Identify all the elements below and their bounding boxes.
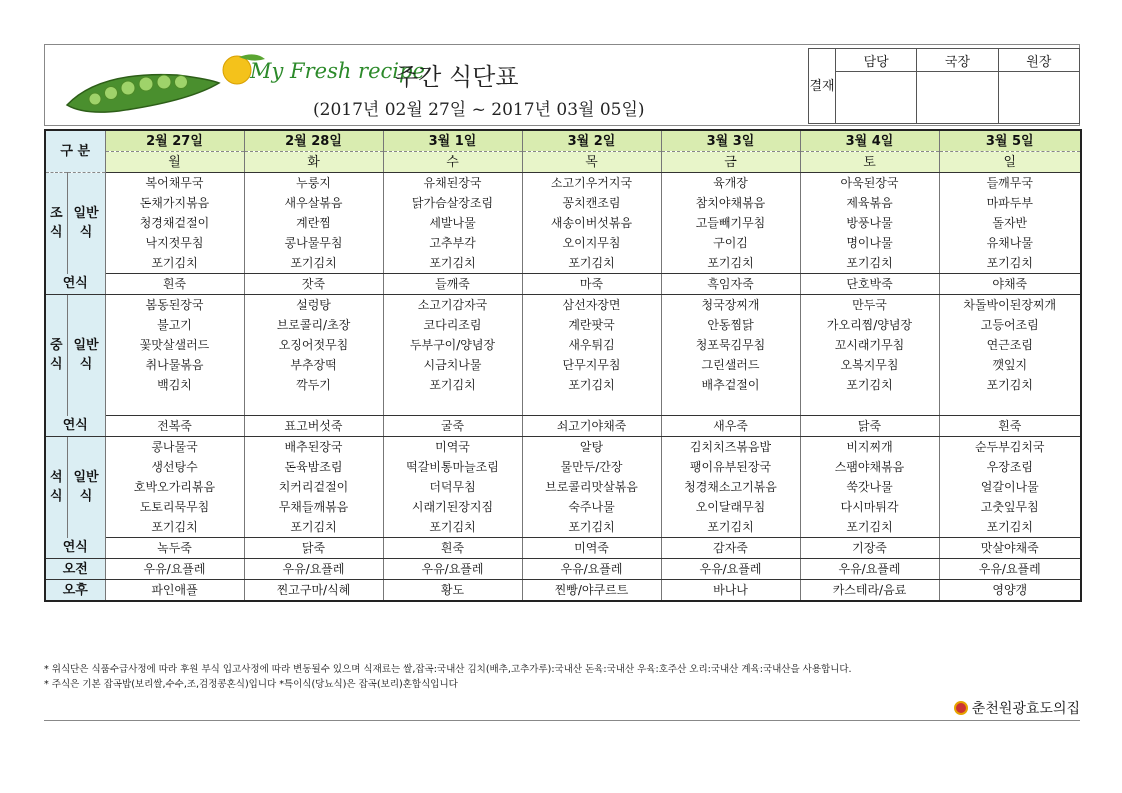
dinner-sub-label: 일반식 <box>67 437 105 538</box>
lunch-section-label: 중식 <box>45 295 67 416</box>
pm-snack-item: 영양갱 <box>939 580 1081 602</box>
date-row <box>45 130 1081 152</box>
menu-item: 고춧잎무침 <box>939 497 1081 517</box>
menu-item: 포기김치 <box>661 253 800 274</box>
menu-item: 누룽지 <box>244 173 383 194</box>
date-cell: 3월 1일 <box>383 130 522 152</box>
menu-item: 포기김치 <box>383 375 522 395</box>
lunch-sub-label: 일반식 <box>67 295 105 416</box>
menu-item: 새송이버섯볶음 <box>522 213 661 233</box>
menu-item: 스팸야채볶음 <box>800 457 939 477</box>
organization <box>954 698 1080 718</box>
menu-item <box>939 395 1081 416</box>
menu-item: 새우살볶음 <box>244 193 383 213</box>
am-snack-item: 우유/요플레 <box>383 559 522 580</box>
approval-box <box>808 48 1080 124</box>
am-snack-item: 우유/요플레 <box>800 559 939 580</box>
lunch-porridge-label: 연식 <box>45 416 105 437</box>
menu-item <box>105 395 244 416</box>
day-cell: 목 <box>522 152 661 173</box>
menu-item: 청포묵김무침 <box>661 335 800 355</box>
dinner-item-row <box>45 477 1081 497</box>
approval-label: 결재 <box>809 49 836 124</box>
menu-item: 포기김치 <box>105 253 244 274</box>
porridge-item: 들깨죽 <box>383 274 522 295</box>
menu-item: 두부구이/양념장 <box>383 335 522 355</box>
menu-sheet <box>44 44 1080 720</box>
breakfast-item-row <box>45 253 1081 274</box>
lunch-item-row <box>45 355 1081 375</box>
menu-item: 포기김치 <box>939 517 1081 538</box>
menu-item: 삼선자장면 <box>522 295 661 316</box>
menu-item: 쑥갓나물 <box>800 477 939 497</box>
am-snack-label: 오전 <box>45 559 105 580</box>
porridge-item: 전복죽 <box>105 416 244 437</box>
porridge-item: 새우죽 <box>661 416 800 437</box>
menu-item: 포기김치 <box>661 517 800 538</box>
menu-item: 깻잎지 <box>939 355 1081 375</box>
gubun-label: 구 분 <box>45 130 105 173</box>
menu-item: 연근조림 <box>939 335 1081 355</box>
lunch-item-row <box>45 295 1081 316</box>
menu-item: 청경채겉절이 <box>105 213 244 233</box>
pm-snack-label: 오후 <box>45 580 105 602</box>
dinner-porridge-row <box>45 538 1081 559</box>
breakfast-item-row <box>45 213 1081 233</box>
menu-item: 복어채무국 <box>105 173 244 194</box>
am-snack-row <box>45 559 1081 580</box>
menu-item: 시금치나물 <box>383 355 522 375</box>
porridge-item: 닭죽 <box>800 416 939 437</box>
menu-item: 도토리묵무침 <box>105 497 244 517</box>
porridge-item: 녹두죽 <box>105 538 244 559</box>
menu-item: 만두국 <box>800 295 939 316</box>
menu-item: 배추겉절이 <box>661 375 800 395</box>
menu-item: 물만두/간장 <box>522 457 661 477</box>
porridge-item: 마죽 <box>522 274 661 295</box>
menu-item: 꽃맛살샐러드 <box>105 335 244 355</box>
menu-item: 다시마튀각 <box>800 497 939 517</box>
note-line: * 주식은 기본 잡곡밥(보리쌀,수수,조,검정콩혼식)입니다 *특이식(당뇨식)은 잡곡(보리)혼합식입니다 <box>44 679 458 690</box>
porridge-item: 단호박죽 <box>800 274 939 295</box>
approval-role-head: 원장 <box>998 49 1079 72</box>
menu-item: 육개장 <box>661 173 800 194</box>
pm-snack-item: 찐고구마/식혜 <box>244 580 383 602</box>
pm-snack-item: 황도 <box>383 580 522 602</box>
lunch-item-row <box>45 375 1081 395</box>
pm-snack-item: 바나나 <box>661 580 800 602</box>
am-snack-item: 우유/요플레 <box>661 559 800 580</box>
menu-item: 설렁탕 <box>244 295 383 316</box>
menu-item: 새우튀김 <box>522 335 661 355</box>
porridge-item: 감자죽 <box>661 538 800 559</box>
menu-item: 팽이유부된장국 <box>661 457 800 477</box>
menu-item: 비지찌개 <box>800 437 939 458</box>
dinner-section-label: 석식 <box>45 437 67 538</box>
menu-item: 배추된장국 <box>244 437 383 458</box>
menu-item: 포기김치 <box>522 517 661 538</box>
dinner-item-row <box>45 517 1081 538</box>
menu-item: 돈채가지볶음 <box>105 193 244 213</box>
porridge-item: 흰죽 <box>939 416 1081 437</box>
porridge-item: 흰죽 <box>383 538 522 559</box>
menu-item: 단무지무침 <box>522 355 661 375</box>
weekly-menu-table <box>44 129 1082 602</box>
porridge-item: 표고버섯죽 <box>244 416 383 437</box>
porridge-item: 닭죽 <box>244 538 383 559</box>
am-snack-item: 우유/요플레 <box>939 559 1081 580</box>
menu-item: 포기김치 <box>522 253 661 274</box>
menu-item <box>522 395 661 416</box>
approval-sign-staff[interactable] <box>836 72 917 124</box>
menu-item: 김치치즈볶음밥 <box>661 437 800 458</box>
menu-item: 불고기 <box>105 315 244 335</box>
menu-item: 소고기감자국 <box>383 295 522 316</box>
dinner-item-row <box>45 457 1081 477</box>
menu-item: 오이달래무침 <box>661 497 800 517</box>
page-title: 주간 식단표 <box>395 63 519 91</box>
menu-item: 포기김치 <box>105 517 244 538</box>
menu-item: 계란팟국 <box>522 315 661 335</box>
lunch-item-row <box>45 395 1081 416</box>
menu-item: 돈육밤조림 <box>244 457 383 477</box>
menu-item: 알탕 <box>522 437 661 458</box>
day-row <box>45 152 1081 173</box>
lunch-porridge-row <box>45 416 1081 437</box>
menu-item: 꼬시래기무침 <box>800 335 939 355</box>
menu-item: 닭가슴살장조림 <box>383 193 522 213</box>
menu-item: 포기김치 <box>939 375 1081 395</box>
lunch-item-row <box>45 315 1081 335</box>
menu-item: 들깨무국 <box>939 173 1081 194</box>
menu-item: 유채나물 <box>939 233 1081 253</box>
menu-item: 포기김치 <box>244 253 383 274</box>
menu-item: 포기김치 <box>800 253 939 274</box>
date-cell: 3월 3일 <box>661 130 800 152</box>
breakfast-sub-label: 일반식 <box>67 173 105 274</box>
porridge-item: 쇠고기야채죽 <box>522 416 661 437</box>
menu-item: 깍두기 <box>244 375 383 395</box>
date-cell: 2월 28일 <box>244 130 383 152</box>
day-cell: 화 <box>244 152 383 173</box>
menu-item <box>661 395 800 416</box>
menu-item: 치커리겉절이 <box>244 477 383 497</box>
menu-item: 백김치 <box>105 375 244 395</box>
menu-item: 마파두부 <box>939 193 1081 213</box>
menu-item: 포기김치 <box>939 253 1081 274</box>
menu-item: 봄동된장국 <box>105 295 244 316</box>
menu-item: 세발나물 <box>383 213 522 233</box>
breakfast-item-row <box>45 173 1081 194</box>
menu-item: 소고기우거지국 <box>522 173 661 194</box>
menu-item: 오징어젓무침 <box>244 335 383 355</box>
menu-item: 고추부각 <box>383 233 522 253</box>
pm-snack-row <box>45 580 1081 602</box>
menu-item: 가오리찜/양념장 <box>800 315 939 335</box>
porridge-item: 미역죽 <box>522 538 661 559</box>
menu-item: 포기김치 <box>800 517 939 538</box>
menu-item: 구이김 <box>661 233 800 253</box>
menu-item: 참치야채볶음 <box>661 193 800 213</box>
menu-item: 우장조림 <box>939 457 1081 477</box>
menu-item: 꽁치캔조림 <box>522 193 661 213</box>
day-cell: 수 <box>383 152 522 173</box>
menu-item: 그린샐러드 <box>661 355 800 375</box>
porridge-item: 잣죽 <box>244 274 383 295</box>
menu-item: 콩나물무침 <box>244 233 383 253</box>
menu-item: 청경채소고기볶음 <box>661 477 800 497</box>
menu-item: 오복지무침 <box>800 355 939 375</box>
date-cell: 3월 2일 <box>522 130 661 152</box>
menu-item: 포기김치 <box>522 375 661 395</box>
porridge-item: 야채죽 <box>939 274 1081 295</box>
menu-item: 명이나물 <box>800 233 939 253</box>
menu-item: 오이지무침 <box>522 233 661 253</box>
approval-sign-head[interactable] <box>998 72 1079 124</box>
porridge-item: 흑임자죽 <box>661 274 800 295</box>
menu-item: 아욱된장국 <box>800 173 939 194</box>
menu-item: 고등어조림 <box>939 315 1081 335</box>
approval-role-director: 국장 <box>917 49 998 72</box>
dinner-item-row <box>45 497 1081 517</box>
menu-item: 방풍나물 <box>800 213 939 233</box>
porridge-item: 굴죽 <box>383 416 522 437</box>
menu-item: 안동찜닭 <box>661 315 800 335</box>
menu-item: 브로콜리/초장 <box>244 315 383 335</box>
organization-emblem-icon <box>954 701 968 715</box>
menu-item: 순두부김치국 <box>939 437 1081 458</box>
pm-snack-item: 카스테라/음료 <box>800 580 939 602</box>
porridge-item: 흰죽 <box>105 274 244 295</box>
menu-item: 포기김치 <box>383 517 522 538</box>
approval-role-staff: 담당 <box>836 49 917 72</box>
menu-item <box>244 395 383 416</box>
menu-item: 포기김치 <box>800 375 939 395</box>
breakfast-item-row <box>45 193 1081 213</box>
menu-item: 코다리조림 <box>383 315 522 335</box>
menu-item: 무채들깨볶음 <box>244 497 383 517</box>
menu-period: (2017년 02월 27일 ~ 2017년 03월 05일) <box>313 100 645 120</box>
divider <box>44 720 1080 721</box>
day-cell: 월 <box>105 152 244 173</box>
day-cell: 토 <box>800 152 939 173</box>
breakfast-item-row <box>45 233 1081 253</box>
menu-item: 포기김치 <box>383 253 522 274</box>
menu-item: 계란찜 <box>244 213 383 233</box>
menu-item: 얼갈이나물 <box>939 477 1081 497</box>
menu-item: 생선탕수 <box>105 457 244 477</box>
am-snack-item: 우유/요플레 <box>522 559 661 580</box>
am-snack-item: 우유/요플레 <box>105 559 244 580</box>
menu-item: 브로콜리맛살볶음 <box>522 477 661 497</box>
menu-item: 호박오가리볶음 <box>105 477 244 497</box>
lunch-item-row <box>45 335 1081 355</box>
date-cell: 2월 27일 <box>105 130 244 152</box>
breakfast-porridge-row <box>45 274 1081 295</box>
menu-item: 제육볶음 <box>800 193 939 213</box>
menu-item: 유채된장국 <box>383 173 522 194</box>
date-cell: 3월 5일 <box>939 130 1081 152</box>
menu-item: 포기김치 <box>244 517 383 538</box>
day-cell: 금 <box>661 152 800 173</box>
pm-snack-item: 파인애플 <box>105 580 244 602</box>
pm-snack-item: 찐빵/야쿠르트 <box>522 580 661 602</box>
sheet-header <box>44 44 1080 126</box>
approval-sign-director[interactable] <box>917 72 998 124</box>
menu-item: 콩나물국 <box>105 437 244 458</box>
menu-item <box>800 395 939 416</box>
am-snack-item: 우유/요플레 <box>244 559 383 580</box>
note-line: * 위식단은 식품수급사정에 따라 후원 부식 입고사정에 따라 변동될수 있으며 식재료는 쌀,잡곡:국내산 김치(배추,고추가루):국내산 돈육:국내산 우육:호주산 오리:국내산 계육:국내산을 사용합니다. <box>44 664 852 675</box>
menu-item <box>383 395 522 416</box>
menu-item: 돌자반 <box>939 213 1081 233</box>
menu-item: 부추장떡 <box>244 355 383 375</box>
menu-item: 고들빼기무침 <box>661 213 800 233</box>
date-cell: 3월 4일 <box>800 130 939 152</box>
dinner-item-row <box>45 437 1081 458</box>
menu-item: 낙지젓무침 <box>105 233 244 253</box>
breakfast-porridge-label: 연식 <box>45 274 105 295</box>
menu-item: 미역국 <box>383 437 522 458</box>
dinner-porridge-label: 연식 <box>45 538 105 559</box>
brand-name: My Fresh recipe <box>250 59 425 83</box>
menu-item: 청국장찌개 <box>661 295 800 316</box>
menu-item: 숙주나물 <box>522 497 661 517</box>
notes <box>44 662 1080 692</box>
porridge-item: 기장죽 <box>800 538 939 559</box>
porridge-item: 맛살야채죽 <box>939 538 1081 559</box>
breakfast-section-label: 조식 <box>45 173 67 274</box>
menu-item: 취나물볶음 <box>105 355 244 375</box>
menu-item: 떡갈비통마늘조림 <box>383 457 522 477</box>
menu-item: 차돌박이된장찌개 <box>939 295 1081 316</box>
menu-item: 시래기된장지짐 <box>383 497 522 517</box>
organization-name: 춘천원광효도의집 <box>971 701 1080 717</box>
day-cell: 일 <box>939 152 1081 173</box>
menu-item: 더덕무침 <box>383 477 522 497</box>
